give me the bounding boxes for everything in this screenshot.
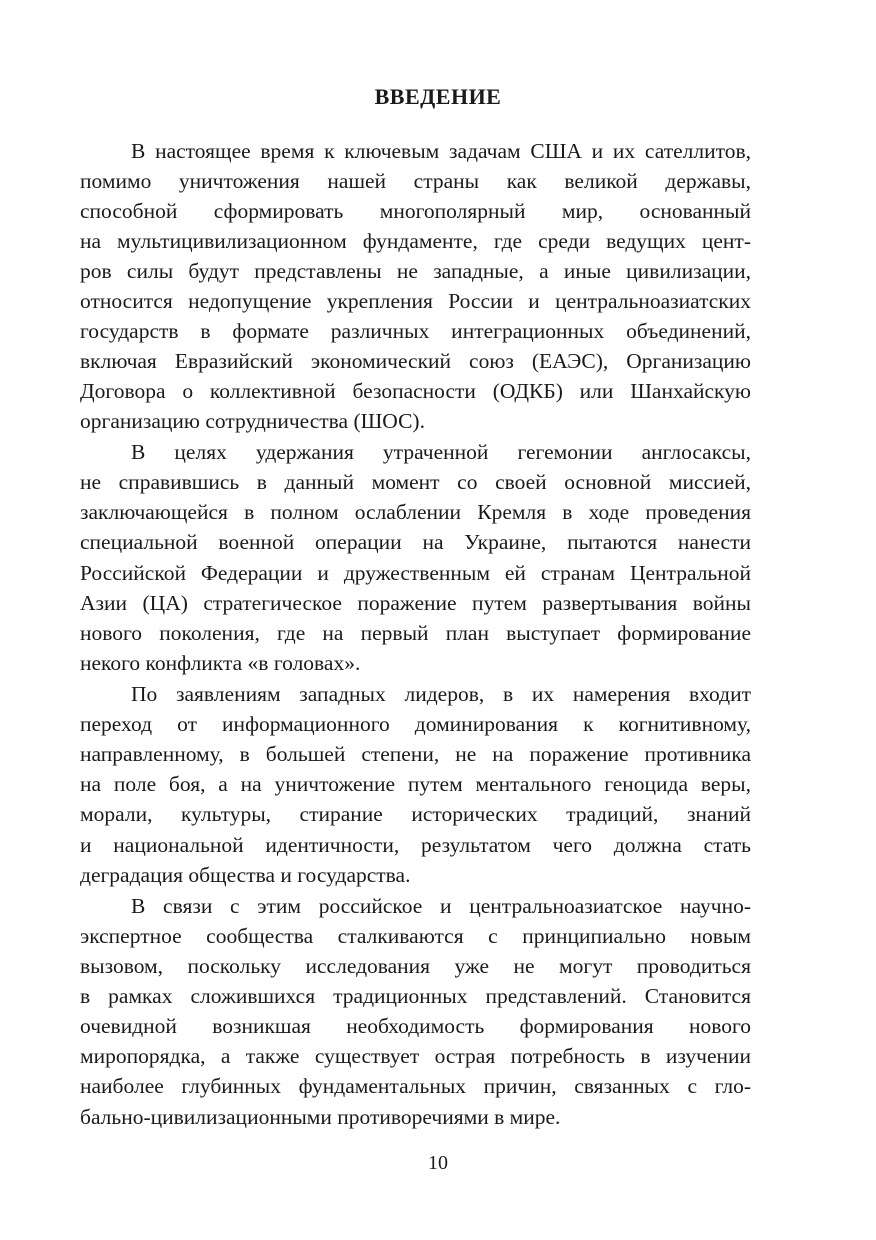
paragraph-3-line-1: По заявлениям западных лидеров, в их намерения входит [131,682,751,706]
paragraph-4-line-4: в рамках сложившихся традиционных представлений. Становится [80,984,751,1008]
paragraph-2-line-8: некого конфликта «в головах». [80,651,361,675]
paragraph-4-line-5: очевидной возникшая необходимость формирования нового [80,1014,751,1038]
paragraph-2-line-7: нового поколения, где на первый план выступает формирование [80,621,751,645]
paragraph-4-line-7: наиболее глубинных фундаментальных причин, связанных с гло- [80,1074,751,1098]
paragraph-1-line-4: на мультицивилизационном фундаменте, где среди ведущих цент- [80,229,751,253]
paragraph-2-line-4: специальной военной операции на Украине, пытаются нанести [80,530,751,554]
paragraph-1-line-9: Договора о коллективной безопасности (ОДКБ) или Шанхайскую [80,379,751,403]
paragraph-1-line-3: способной сформировать многополярный мир, основанный [80,199,751,223]
paragraph-1-line-8: включая Евразийский экономический союз (ЕАЭС), Организацию [80,349,751,373]
paragraph-4-line-8: бально-цивилизационными противоречиями в мире. [80,1105,561,1129]
paragraph-3-line-4: на поле боя, а на уничтожение путем ментального геноцида веры, [80,772,751,796]
paragraph-2-line-5: Российской Федерации и дружественным ей странам Центральной [80,561,751,585]
paragraph-3-line-3: направленному, в большей степени, не на поражение противника [80,742,751,766]
paragraph-3-line-6: и национальной идентичности, результатом чего должна стать [80,833,751,857]
paragraph-3-line-7: деградация общества и государства. [80,863,411,887]
paragraph-3-line-5: морали, культуры, стирание исторических традиций, знаний [80,802,751,826]
paragraph-1-line-2: помимо уничтожения нашей страны как великой державы, [80,169,751,193]
paragraph-2-line-3: заключающейся в полном ослаблении Кремля в ходе проведения [80,500,751,524]
paragraph-4-line-3: вызовом, поскольку исследования уже не могут проводиться [80,954,751,978]
paragraph-4-line-2: экспертное сообщества сталкиваются с принципиально новым [80,924,751,948]
paragraph-1-line-5: ров силы будут представлены не западные, а иные цивилизации, [80,259,751,283]
paragraph-1-line-1: В настоящее время к ключевым задачам США и их сателлитов, [131,139,751,163]
paragraph-1-line-7: государств в формате различных интеграционных объединений, [80,319,751,343]
page-title: ВВЕДЕНИЕ [374,84,502,109]
paragraph-1-line-6: относится недопущение укрепления России и центральноазиатских [80,289,751,313]
paragraph-2-line-2: не справившись в данный момент со своей основной миссией, [80,470,751,494]
paragraph-4-line-6: миропорядка, а также существует острая потребность в изучении [80,1044,751,1068]
paragraph-1-line-10: организацию сотрудничества (ШОС). [80,409,425,433]
paragraph-4-line-1: В связи с этим российское и центральноазиатское научно- [131,894,751,918]
paragraph-3-line-2: переход от информационного доминирования к когнитивному, [80,712,751,736]
paragraph-2-line-6: Азии (ЦА) стратегическое поражение путем развертывания войны [80,591,751,615]
page-number: 10 [428,1152,448,1174]
paragraph-2-line-1: В целях удержания утраченной гегемонии англосаксы, [131,440,751,464]
